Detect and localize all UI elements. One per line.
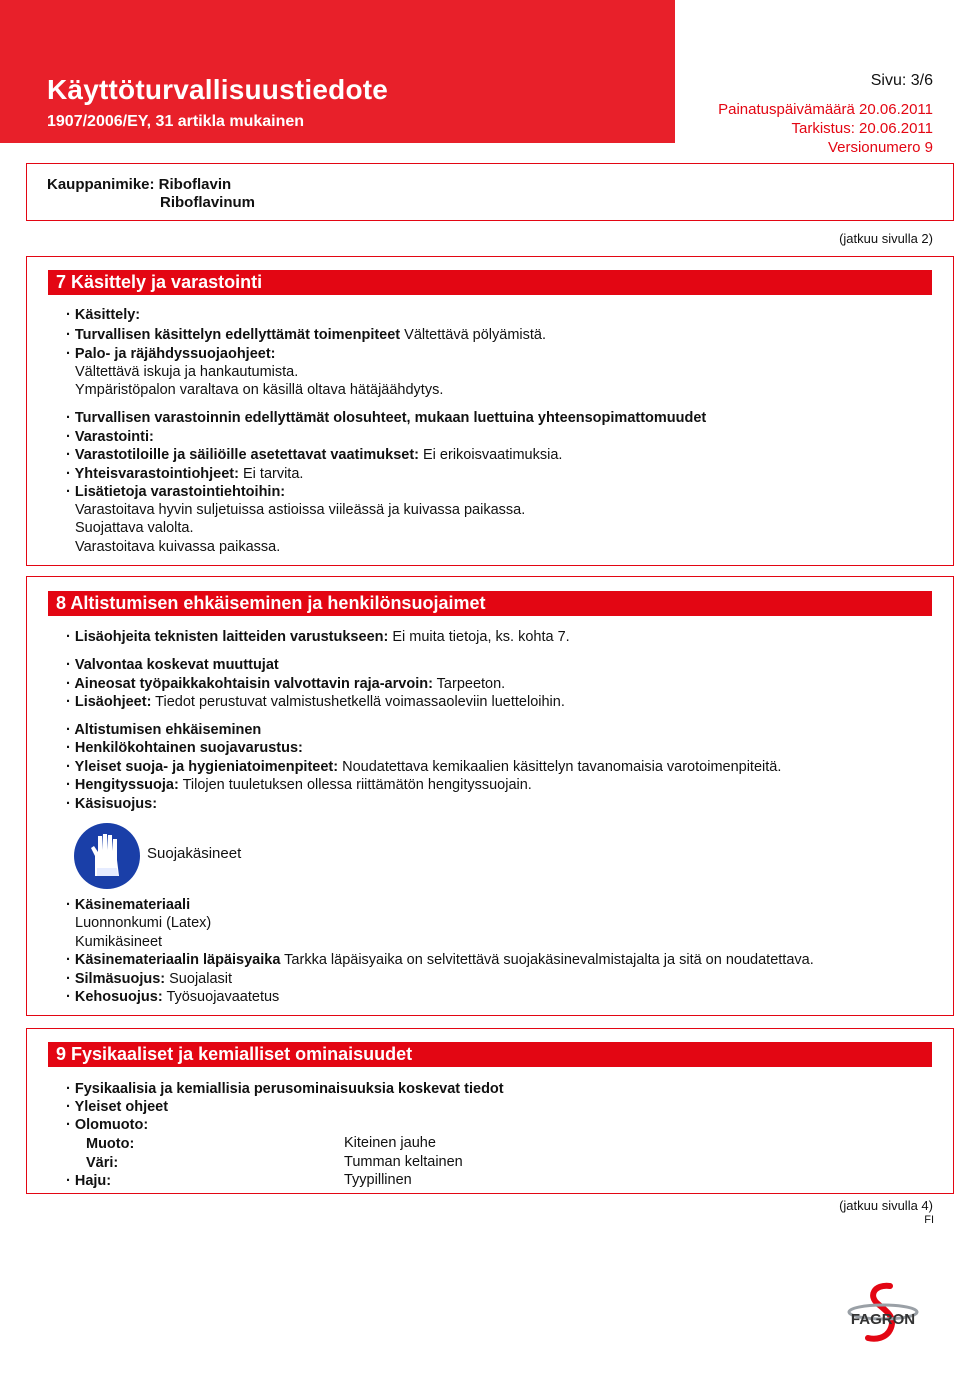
s8-limit-values: · Aineosat työpaikkakohtaisin valvottavin raja-arvoin: Tarpeeton. [66,676,506,692]
s7-line [75,538,280,556]
s7-line-label: · Varastointi: [66,429,154,445]
section-7-title: 7 Käsittely ja varastointi [48,270,932,295]
s8-technical-measures: · Lisäohjeita teknisten laitteiden varustukseen: Ei muita tietoja, ks. kohta 7. [66,629,570,645]
section-8-title: 8 Altistumisen ehkäiseminen ja henkilönsuojaimet [48,591,932,616]
s7-line [66,345,276,363]
s7-line-label: · Palo- ja räjähdyssuojaohjeet: [66,346,276,362]
s8-breakthrough-time: · Käsinemateriaalin läpäisyaika Tarkka läpäisyaika on selvitettävä suojakäsinevalmistajalta ja sitä on noudatettava. [66,952,814,968]
s7-line-label: · Käsittely: [66,307,141,323]
document-title: Käyttöturvallisuustiedote [47,74,389,105]
s7-line [66,428,154,446]
s8-eye-protection: · Silmäsuojus: Suojalasit [66,971,233,987]
s9-odor-label: · Haju: [66,1173,112,1189]
s7-line-label: · Turvallisen varastoinnin edellyttämät olosuhteet, mukaan luettuina yhteensopimattomuudet [66,410,707,426]
s8-hygiene-measures: · Yleiset suoja- ja hygieniatoimenpiteet: Noudatettava kemikaalien käsittelyn tavanomaisia varotoimenpiteitä. [66,759,782,775]
continues-to: (jatkuu sivulla 4) [839,1198,933,1213]
glove-icon [73,822,141,890]
s8-material-latex: Luonnonkumi (Latex) [75,915,212,931]
s7-line [66,465,303,483]
fagron-logo [838,1278,928,1368]
glove-label: Suojakäsineet [147,845,242,862]
s8-material-rubber: Kumikäsineet [75,934,163,950]
s7-line [66,446,562,464]
s9-state: · Olomuoto: [66,1117,149,1133]
s7-line [75,381,443,399]
s7-line-text: Suojattava valolta. [75,520,194,536]
s9-odor-value: Tyypillinen [344,1172,412,1188]
logo-text: FAGRON [850,1311,916,1328]
s8-additional-info: · Lisäohjeet: Tiedot perustuvat valmistushetkellä voimassaoleviin luetteloihin. [66,694,565,710]
s7-line-text: Ei erikoisvaatimuksia. [418,447,563,463]
revision-date: Tarkistus: 20.06.2011 [791,120,933,137]
s7-line [75,501,525,519]
continued-from: (jatkuu sivulla 2) [839,231,933,246]
s7-line [66,409,706,427]
section-9-title: 9 Fysikaaliset ja kemialliset ominaisuudet [48,1042,932,1067]
s7-line-label: · Yhteisvarastointiohjeet: [66,466,239,482]
s7-line-text: Ei tarvita. [238,466,304,482]
document-subtitle: 1907/2006/EY, 31 artikla mukainen [47,113,305,130]
s8-ppe: · Henkilökohtainen suojavarustus: [66,740,303,756]
s8-body-protection: · Kehosuojus: Työsuojavaatetus [66,989,280,1005]
s7-line-label: · Lisätietoja varastointiehtoihin: [66,484,286,500]
s8-respiratory: · Hengityssuoja: Tilojen tuuletuksen ollessa riittämätön hengityssuojain. [66,777,532,793]
page-number: Sivu: 3/6 [870,72,933,89]
s8-glove-material: · Käsinemateriaali [66,897,191,913]
product-name-label: Kauppanimike: Riboflavin [47,176,232,193]
product-name-latin: Riboflavinum [160,194,256,211]
s9-form-value: Kiteinen jauhe [344,1135,436,1151]
s8-hand-protection: · Käsisuojus: [66,796,158,812]
s7-line-text: Vältettävä iskuja ja hankautumista. [75,364,299,380]
s7-line-text: Ympäristöpalon varaltava on käsillä oltava hätäjäähdytys. [75,382,444,398]
s9-color-value: Tumman keltainen [344,1154,463,1170]
version-number: Versionumero 9 [827,139,933,156]
s9-form-label: Muoto: [86,1136,135,1152]
print-date: Painatuspäivämäärä 20.06.2011 [718,101,933,118]
s9-general: · Yleiset ohjeet [66,1099,169,1115]
s7-line-text: Varastoitava hyvin suljetuissa astioissa viileässä ja kuivassa paikassa. [75,502,526,518]
s7-line-text: Vältettävä pölyämistä. [400,327,547,343]
s9-color-label: Väri: [86,1155,119,1171]
s7-line [75,519,194,537]
s8-exposure-controls: · Altistumisen ehkäiseminen [66,722,262,738]
s9-basic-info: · Fysikaalisia ja kemiallisia perusominaisuuksia koskevat tiedot [66,1081,504,1097]
language-code: FI [924,1214,934,1226]
s7-line [66,326,546,344]
s7-line-text: Varastoitava kuivassa paikassa. [75,539,281,555]
s7-line-label: · Turvallisen käsittelyn edellyttämät toimenpiteet [66,327,401,343]
s7-line [66,306,140,324]
s7-line [66,483,285,501]
s7-line-label: · Varastotiloille ja säiliöille asetettavat vaatimukset: [66,447,419,463]
s7-line [75,363,298,381]
s8-control-parameters: · Valvontaa koskevat muuttujat [66,657,279,673]
